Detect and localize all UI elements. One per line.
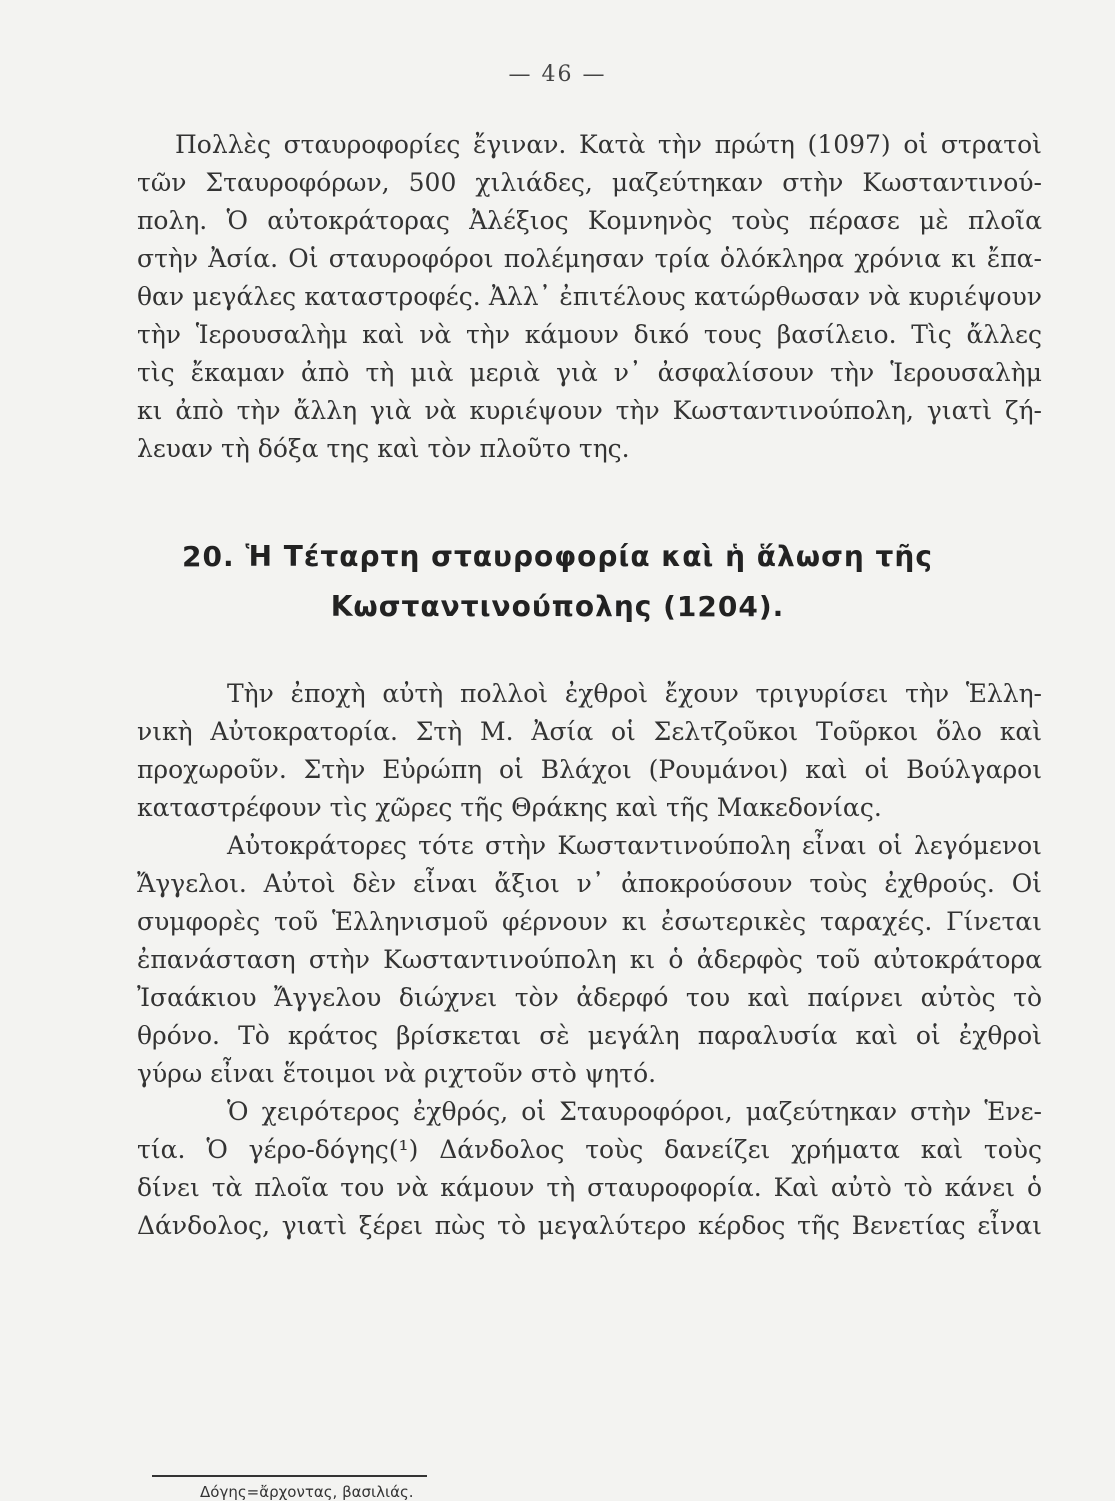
section-heading-line2: Κωσταντινούπολης (1204). (330, 590, 785, 623)
text-line: στὴν Ἀσία. Οἱ σταυροφόροι πολέμησαν τρία ὁλόκληρα χρόνια κι ἔπα- (137, 244, 1042, 273)
footnote-divider (152, 1475, 427, 1477)
text-line: Ἰσαάκιου Ἄγγελου διώχνει τὸν ἀδερφό του καὶ παίρνει αὐτὸς τὸ (137, 983, 1042, 1012)
text-line: Αὐτοκράτορες τότε στὴν Κωσταντινούπολη εἶναι οἱ λεγόμενοι (227, 831, 1042, 860)
text-line: δίνει τὰ πλοῖα του νὰ κάμουν τὴ σταυροφορία. Καὶ αὐτὸ τὸ κάνει ὁ (137, 1173, 1042, 1202)
text-line: τία. Ὁ γέρο-δόγης(¹) Δάνδολος τοὺς δανείζει χρήματα καὶ τοὺς (137, 1135, 1042, 1164)
paragraph-enemies (137, 675, 1042, 1245)
text-line: λευαν τὴ δόξα της καὶ τὸν πλοῦτο της. (137, 434, 630, 463)
text-line: θαν μεγάλες καταστροφές. Ἀλλ᾽ ἐπιτέλους κατώρθωσαν νὰ κυριέψουν (137, 282, 1042, 311)
text-line: θρόνο. Τὸ κράτος βρίσκεται σὲ μεγάλη παραλυσία καὶ οἱ ἐχθροὶ (137, 1021, 1042, 1050)
text-line: τὴν Ἱερουσαλὴμ καὶ νὰ τὴν κάμουν δικό τους βασίλειο. Τὶς ἄλλες (137, 320, 1042, 349)
text-line: Ὁ χειρότερος ἐχθρός, οἱ Σταυροφόροι, μαζεύτηκαν στὴν Ἑνε- (227, 1097, 1042, 1126)
text-line: πολη. Ὁ αὐτοκράτορας Ἀλέξιος Κομνηνὸς τοὺς πέρασε μὲ πλοῖα (137, 206, 1042, 235)
paragraph-crusades (137, 126, 1042, 468)
text-line: τῶν Σταυροφόρων, 500 χιλιάδες, μαζεύτηκαν στὴν Κωσταντινού- (137, 168, 1042, 197)
text-line: κι ἀπὸ τὴν ἄλλη γιὰ νὰ κυριέψουν τὴν Κωσταντινούπολη, γιατὶ ζή- (137, 396, 1042, 425)
text-line: γύρω εἶναι ἕτοιμοι νὰ ριχτοῦν στὸ ψητό. (137, 1059, 657, 1088)
text-line: τὶς ἔκαμαν ἀπὸ τὴ μιὰ μεριὰ γιὰ ν᾽ ἀσφαλίσουν τὴν Ἱερουσαλὴμ (137, 358, 1042, 387)
text-line: Δάνδολος, γιατὶ ξέρει πὼς τὸ μεγαλύτερο κέρδος τῆς Βενετίας εἶναι (137, 1211, 1042, 1240)
text-line: προχωροῦν. Στὴν Εὐρώπη οἱ Βλάχοι (Ρουμάνοι) καὶ οἱ Βούλγαροι (137, 755, 1042, 784)
text-line: Πολλὲς σταυροφορίες ἔγιναν. Κατὰ τὴν πρώτη (1097) οἱ στρατοὶ (175, 130, 1042, 159)
section-heading-line1: 20. Ἡ Τέταρτη σταυροφορία καὶ ἡ ἅλωση τῆς (182, 540, 933, 573)
text-line: καταστρέφουν τὶς χῶρες τῆς Θράκης καὶ τῆς Μακεδονίας. (137, 793, 882, 822)
page-number: — 46 — (508, 62, 607, 87)
text-line: Ἄγγελοι. Αὐτοὶ δὲν εἶναι ἄξιοι ν᾽ ἀποκρούσουν τοὺς ἐχθρούς. Οἱ (137, 869, 1042, 898)
footnote: Δόγης=ἄρχοντας, βασιλιάς. (200, 1483, 414, 1501)
text-line: συμφορὲς τοῦ Ἑλληνισμοῦ φέρνουν κι ἐσωτερικὲς ταραχές. Γίνεται (137, 907, 1042, 936)
text-line: ἐπανάσταση στὴν Κωσταντινούπολη κι ὁ ἀδερφὸς τοῦ αὐτοκράτορα (137, 945, 1042, 974)
text-line: νικὴ Αὐτοκρατορία. Στὴ Μ. Ἀσία οἱ Σελτζοῦκοι Τοῦρκοι ὅλο καὶ (137, 717, 1042, 746)
text-line: Τὴν ἐποχὴ αὐτὴ πολλοὶ ἐχθροὶ ἔχουν τριγυρίσει τὴν Ἑλλη- (227, 679, 1042, 708)
